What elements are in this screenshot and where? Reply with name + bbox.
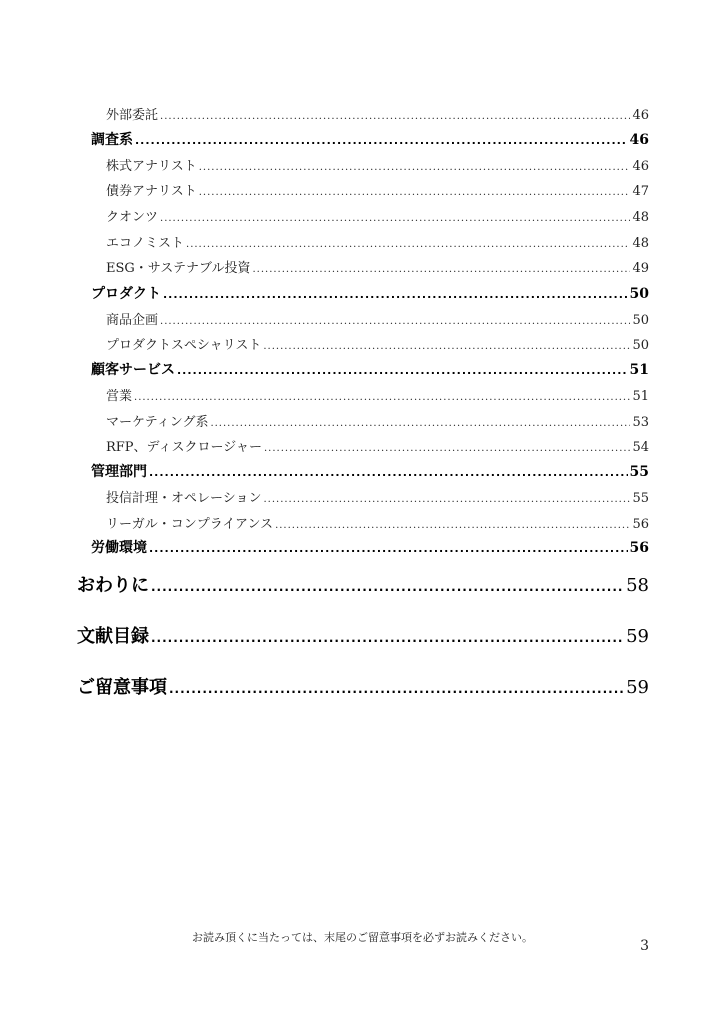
toc-entry-label: ご留意事項 [77,677,167,698]
toc-entry-page: 59 [626,626,649,647]
toc-entry-outsourcing[interactable] [106,104,649,123]
dot-leader [151,580,624,594]
dot-leader [135,134,628,147]
toc-entry-product[interactable] [91,283,649,303]
toc-entry-fund-accounting[interactable] [106,487,649,506]
toc-entry-esg[interactable] [106,257,649,276]
toc-entry-label: 商品企画 [106,313,159,328]
toc-entry-page: 53 [632,415,649,430]
toc-entry-bond-analyst[interactable] [106,180,649,199]
dot-leader [163,288,628,301]
toc-entry-client-service[interactable] [91,359,649,379]
toc-entry-label: 債券アナリスト [106,184,197,199]
toc-entry-label: プロダクトスペシャリスト [106,338,262,353]
toc-entry-page: 51 [629,362,649,378]
toc-entry-page: 49 [632,261,649,276]
toc-entry-label: 文献目録 [77,626,149,647]
toc-entry-label: おわりに [77,575,149,596]
toc-entry-page: 50 [632,313,649,328]
toc-entry-label: リーガル・コンプライアンス [106,517,274,532]
dot-leader [160,213,630,224]
dot-leader [134,392,630,403]
toc-entry-disclaimer[interactable] [77,673,649,699]
toc-entry-rfp-disclosure[interactable] [106,436,649,455]
toc-entry-marketing[interactable] [106,411,649,430]
dot-leader [199,187,631,198]
toc-entry-label: エコノミスト [106,236,185,251]
toc-entry-page: 55 [632,491,649,506]
toc-entry-sales[interactable] [106,385,649,404]
toc-entry-page: 55 [629,464,649,480]
dot-leader [149,466,628,479]
toc-entry-label: 調査系 [91,132,133,148]
toc-entry-label: 外部委託 [106,108,159,123]
toc-entry-label: ESG・サステナブル投資 [106,261,251,276]
toc-entry-label: 営業 [106,389,133,404]
dot-leader [252,264,630,275]
toc-entry-page: 46 [629,132,649,148]
toc-entry-page: 46 [632,159,649,174]
toc-entry-work-environment[interactable] [91,537,649,557]
toc-entry-page: 48 [632,210,649,225]
toc-entry-page: 47 [632,184,649,199]
toc-entry-bibliography[interactable] [77,622,649,648]
dot-leader [160,111,630,122]
toc-entry-page: 56 [632,517,649,532]
dot-leader [263,494,630,505]
toc-entry-label: 管理部門 [91,464,147,480]
dot-leader [177,364,628,377]
toc-entry-page: 54 [632,440,649,455]
toc-entry-quants[interactable] [106,206,649,225]
toc-entry-page: 58 [626,575,649,596]
dot-leader [264,443,630,454]
toc-entry-economist[interactable] [106,232,649,251]
toc-entry-label: 株式アナリスト [106,159,197,174]
toc-entry-label: プロダクト [91,286,161,302]
toc-entry-label: RFP、ディスクロージャー [106,440,262,455]
toc-entry-page: 50 [629,286,649,302]
toc-entry-administration[interactable] [91,461,649,481]
dot-leader [169,682,624,696]
footer-note: お読み頂くに当たっては、末尾のご留意事項を必ずお読みください。 [192,931,533,944]
toc-entry-equity-analyst[interactable] [106,155,649,174]
toc-entry-page: 48 [632,236,649,251]
toc-entry-page: 51 [632,389,649,404]
toc-entry-page: 46 [632,108,649,123]
dot-leader [210,418,630,429]
toc-entry-conclusion[interactable] [77,571,649,597]
dot-leader [151,631,624,645]
toc-entry-product-planning[interactable] [106,309,649,328]
toc-entry-label: マーケティング系 [106,415,209,430]
toc-entry-legal-compliance[interactable] [106,513,649,532]
dot-leader [149,542,628,555]
toc-entry-page: 56 [629,540,649,556]
page-number: 3 [640,938,649,954]
toc-entry-product-specialist[interactable] [106,334,649,353]
toc-entry-label: 投信計理・オペレーション [106,491,262,506]
toc-entry-label: クオンツ [106,210,159,225]
toc-entry-research[interactable] [91,129,649,149]
toc-entry-page: 59 [626,677,649,698]
dot-leader [275,520,630,531]
toc-entry-page: 50 [632,338,649,353]
toc-entry-label: 顧客サービス [91,362,175,378]
dot-leader [160,316,630,327]
dot-leader [186,239,630,250]
dot-leader [263,341,630,352]
dot-leader [199,162,631,173]
toc-entry-label: 労働環境 [91,540,147,556]
